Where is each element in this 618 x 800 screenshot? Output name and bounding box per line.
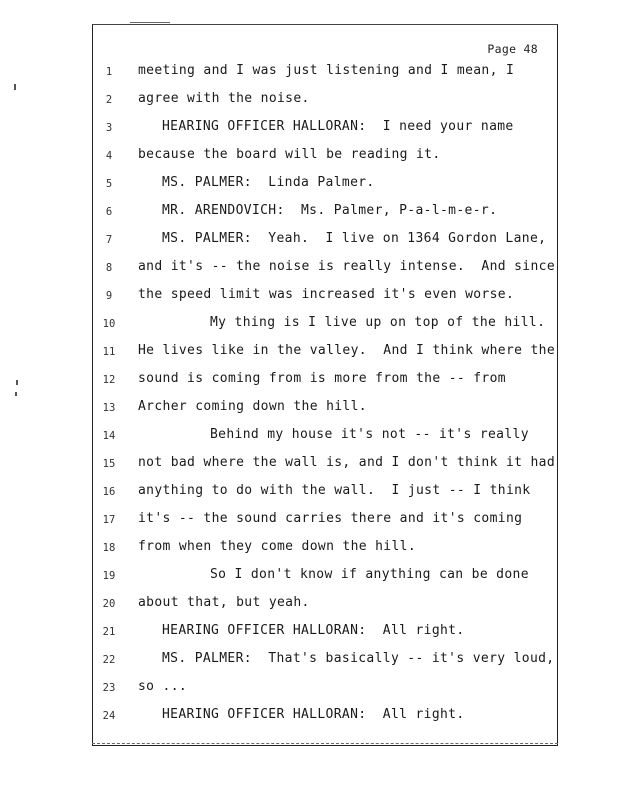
transcript-line — [0, 203, 618, 223]
transcript-line — [0, 119, 618, 139]
line-text: My thing is I live up on top of the hill. — [210, 315, 546, 330]
line-number: 1 — [105, 66, 113, 78]
line-text: from when they come down the hill. — [138, 539, 417, 554]
line-number: 14 — [102, 430, 116, 442]
line-number: 20 — [102, 598, 116, 610]
transcript-line — [0, 399, 618, 419]
line-number: 4 — [105, 150, 113, 162]
line-number: 13 — [102, 402, 116, 414]
line-number: 17 — [102, 514, 116, 526]
transcript-line — [0, 63, 618, 83]
line-number: 12 — [102, 374, 116, 386]
transcript-line — [0, 623, 618, 643]
transcript-line — [0, 147, 618, 167]
line-text: and it's -- the noise is really intense. And since — [138, 259, 556, 274]
line-text: MS. PALMER: That's basically -- it's very loud, — [162, 651, 555, 666]
line-number: 7 — [105, 234, 113, 246]
transcript-line — [0, 231, 618, 251]
line-text: MS. PALMER: Linda Palmer. — [162, 175, 375, 190]
line-text: Archer coming down the hill. — [138, 399, 367, 414]
line-text: Behind my house it's not -- it's really — [210, 427, 529, 442]
transcript-line — [0, 679, 618, 699]
line-number: 16 — [102, 486, 116, 498]
line-text: sound is coming from is more from the -- from — [138, 371, 506, 386]
line-text: HEARING OFFICER HALLORAN: All right. — [162, 623, 465, 638]
transcript-line — [0, 511, 618, 531]
line-number: 3 — [105, 122, 113, 134]
line-text: MS. PALMER: Yeah. I live on 1364 Gordon Lane, — [162, 231, 547, 246]
transcript-line — [0, 91, 618, 111]
line-text: meeting and I was just listening and I mean, I — [138, 63, 515, 78]
line-number: 15 — [102, 458, 116, 470]
line-number: 8 — [105, 262, 113, 274]
line-number: 2 — [105, 94, 113, 106]
transcript-line — [0, 707, 618, 727]
line-text: so ... — [138, 679, 188, 694]
line-number: 22 — [102, 654, 116, 666]
line-number: 6 — [105, 206, 113, 218]
line-number: 21 — [102, 626, 116, 638]
scan-artifact — [14, 84, 16, 90]
line-text: anything to do with the wall. I just -- I think — [138, 483, 531, 498]
transcript-line — [0, 175, 618, 195]
transcript-line — [0, 259, 618, 279]
line-number: 19 — [102, 570, 116, 582]
transcript-line — [0, 315, 618, 335]
transcript-line — [0, 427, 618, 447]
line-number: 24 — [102, 710, 116, 722]
line-text: the speed limit was increased it's even worse. — [138, 287, 515, 302]
line-text: about that, but yeah. — [138, 595, 310, 610]
transcript-line — [0, 287, 618, 307]
transcript-line — [0, 539, 618, 559]
page-number: Page 48 — [487, 42, 538, 56]
line-text: HEARING OFFICER HALLORAN: All right. — [162, 707, 465, 722]
line-text: So I don't know if anything can be done — [210, 567, 529, 582]
transcript-line — [0, 651, 618, 671]
scan-artifact — [15, 392, 17, 396]
transcript-line — [0, 567, 618, 587]
line-text: agree with the noise. — [138, 91, 310, 106]
line-text: He lives like in the valley. And I think where the — [138, 343, 556, 358]
line-text: HEARING OFFICER HALLORAN: I need your name — [162, 119, 514, 134]
transcript-line — [0, 455, 618, 475]
line-text: MR. ARENDOVICH: Ms. Palmer, P-a-l-m-e-r. — [162, 203, 498, 218]
transcript-line — [0, 483, 618, 503]
line-number: 5 — [105, 178, 113, 190]
line-text: not bad where the wall is, and I don't think it had — [138, 455, 556, 470]
line-number: 10 — [102, 318, 116, 330]
line-number: 18 — [102, 542, 116, 554]
line-text: it's -- the sound carries there and it's coming — [138, 511, 523, 526]
transcript-line — [0, 371, 618, 391]
transcript-line — [0, 595, 618, 615]
scan-artifact — [16, 380, 18, 385]
line-number: 23 — [102, 682, 116, 694]
line-text: because the board will be reading it. — [138, 147, 441, 162]
scan-artifact — [92, 743, 558, 747]
line-number: 11 — [102, 346, 116, 358]
line-number: 9 — [105, 290, 113, 302]
transcript-line — [0, 343, 618, 363]
